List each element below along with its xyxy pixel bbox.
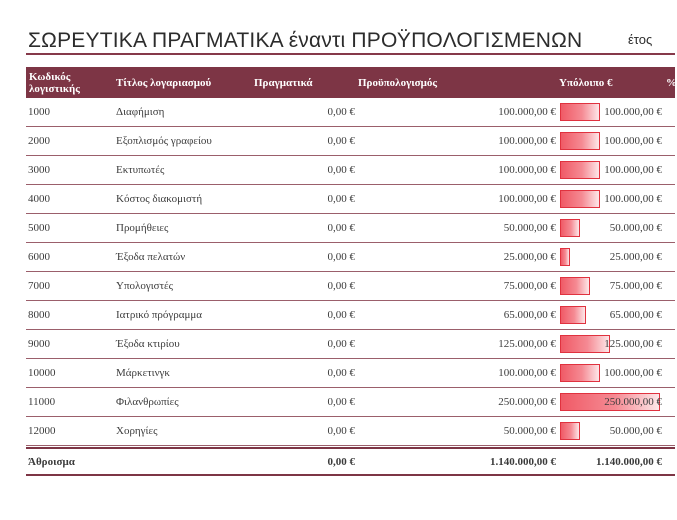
actual-amount: 0,00 € (327, 425, 355, 437)
account-title: Διαφήμιση (116, 106, 165, 118)
actual-amount: 0,00 € (327, 222, 355, 234)
account-title: Εκτυπωτές (116, 164, 165, 176)
column-header-percent: % (666, 77, 677, 89)
account-code: 9000 (28, 338, 50, 350)
budget-amount: 250.000,00 € (498, 396, 556, 408)
actual-amount: 0,00 € (327, 309, 355, 321)
remaining-amount: 25.000,00 € (609, 251, 662, 263)
remaining-data-bar (560, 422, 580, 440)
account-title: Έξοδα πελατών (116, 251, 186, 263)
actual-amount: 0,00 € (327, 396, 355, 408)
column-header-title: Τίτλος λογαριασμού (116, 77, 212, 89)
table-row (26, 98, 675, 127)
budget-amount: 50.000,00 € (503, 425, 556, 437)
budget-amount: 25.000,00 € (503, 251, 556, 263)
budget-amount: 125.000,00 € (498, 338, 556, 350)
table-row (26, 243, 675, 272)
table-body (26, 98, 675, 446)
table-row (26, 214, 675, 243)
account-title: Υπολογιστές (116, 280, 173, 292)
table-row (26, 388, 675, 417)
totals-budget: 1.140.000,00 € (490, 456, 556, 468)
account-code: 1000 (28, 106, 50, 118)
remaining-data-bar (560, 335, 610, 353)
budget-amount: 100.000,00 € (498, 135, 556, 147)
remaining-amount: 100.000,00 € (604, 164, 662, 176)
remaining-amount: 125.000,00 € (604, 338, 662, 350)
table-header-row (26, 67, 675, 98)
table-row (26, 156, 675, 185)
account-code: 8000 (28, 309, 50, 321)
account-code: 2000 (28, 135, 50, 147)
budget-amount: 100.000,00 € (498, 367, 556, 379)
title-divider (26, 53, 675, 55)
table-row (26, 127, 675, 156)
remaining-data-bar (560, 248, 570, 266)
account-code: 11000 (28, 396, 56, 408)
column-header-code-line2: λογιστικής (29, 83, 80, 95)
actual-amount: 0,00 € (327, 135, 355, 147)
column-header-budget: Προϋπολογισμός (358, 77, 437, 89)
actual-amount: 0,00 € (327, 193, 355, 205)
account-title: Κόστος διακομιστή (116, 193, 203, 205)
account-code: 6000 (28, 251, 50, 263)
remaining-data-bar (560, 277, 590, 295)
table-row (26, 330, 675, 359)
remaining-data-bar (560, 364, 600, 382)
remaining-amount: 100.000,00 € (604, 106, 662, 118)
page-title: ΣΩΡΕΥΤΙΚΑ ΠΡΑΓΜΑΤΙΚΑ έναντι ΠΡΟΫΠΟΛΟΓΙΣΜΕΝΩΝ (28, 29, 583, 52)
budget-amount: 65.000,00 € (503, 309, 556, 321)
remaining-data-bar (560, 161, 600, 179)
remaining-data-bar (560, 190, 600, 208)
account-title: Προμήθειες (116, 222, 169, 234)
table-row (26, 272, 675, 301)
budget-amount: 100.000,00 € (498, 106, 556, 118)
account-title: Μάρκετινγκ (116, 367, 170, 379)
actual-amount: 0,00 € (327, 280, 355, 292)
column-header-actual: Πραγματικά (254, 77, 313, 89)
remaining-amount: 65.000,00 € (609, 309, 662, 321)
actual-amount: 0,00 € (327, 338, 355, 350)
remaining-amount: 50.000,00 € (609, 425, 662, 437)
budget-amount: 50.000,00 € (503, 222, 556, 234)
account-title: Χορηγίες (116, 425, 158, 437)
account-code: 10000 (28, 367, 56, 379)
totals-actual: 0,00 € (327, 456, 355, 468)
budget-amount: 75.000,00 € (503, 280, 556, 292)
account-code: 3000 (28, 164, 50, 176)
account-title: Ιατρικό πρόγραμμα (116, 309, 203, 321)
remaining-amount: 100.000,00 € (604, 367, 662, 379)
account-title: Εξοπλισμός γραφείου (116, 135, 212, 147)
table-row (26, 417, 675, 446)
actual-amount: 0,00 € (327, 367, 355, 379)
account-code: 5000 (28, 222, 50, 234)
remaining-amount: 100.000,00 € (604, 135, 662, 147)
budget-amount: 100.000,00 € (498, 193, 556, 205)
remaining-amount: 100.000,00 € (604, 193, 662, 205)
period-label: έτος (628, 32, 653, 47)
account-code: 12000 (28, 425, 56, 437)
totals-label: Άθροισμα (28, 456, 75, 468)
table-row (26, 185, 675, 214)
budget-table (26, 67, 675, 476)
account-code: 4000 (28, 193, 50, 205)
totals-remaining: 1.140.000,00 € (596, 456, 662, 468)
remaining-data-bar (560, 219, 580, 237)
table-row (26, 301, 675, 330)
account-code: 7000 (28, 280, 50, 292)
remaining-amount: 75.000,00 € (609, 280, 662, 292)
account-title: Έξοδα κτιρίου (116, 338, 180, 350)
column-header-remaining: Υπόλοιπο € (559, 77, 613, 89)
actual-amount: 0,00 € (327, 251, 355, 263)
totals-row (26, 447, 675, 476)
remaining-data-bar (560, 103, 600, 121)
actual-amount: 0,00 € (327, 164, 355, 176)
account-title: Φιλανθρωπίες (116, 396, 179, 408)
table-row (26, 359, 675, 388)
column-header-code-line1: Κωδικός (29, 71, 71, 83)
actual-amount: 0,00 € (327, 106, 355, 118)
budget-amount: 100.000,00 € (498, 164, 556, 176)
remaining-amount: 250.000,00 € (604, 396, 662, 408)
column-header-code (29, 71, 80, 95)
remaining-amount: 50.000,00 € (609, 222, 662, 234)
remaining-data-bar (560, 132, 600, 150)
remaining-data-bar (560, 306, 586, 324)
